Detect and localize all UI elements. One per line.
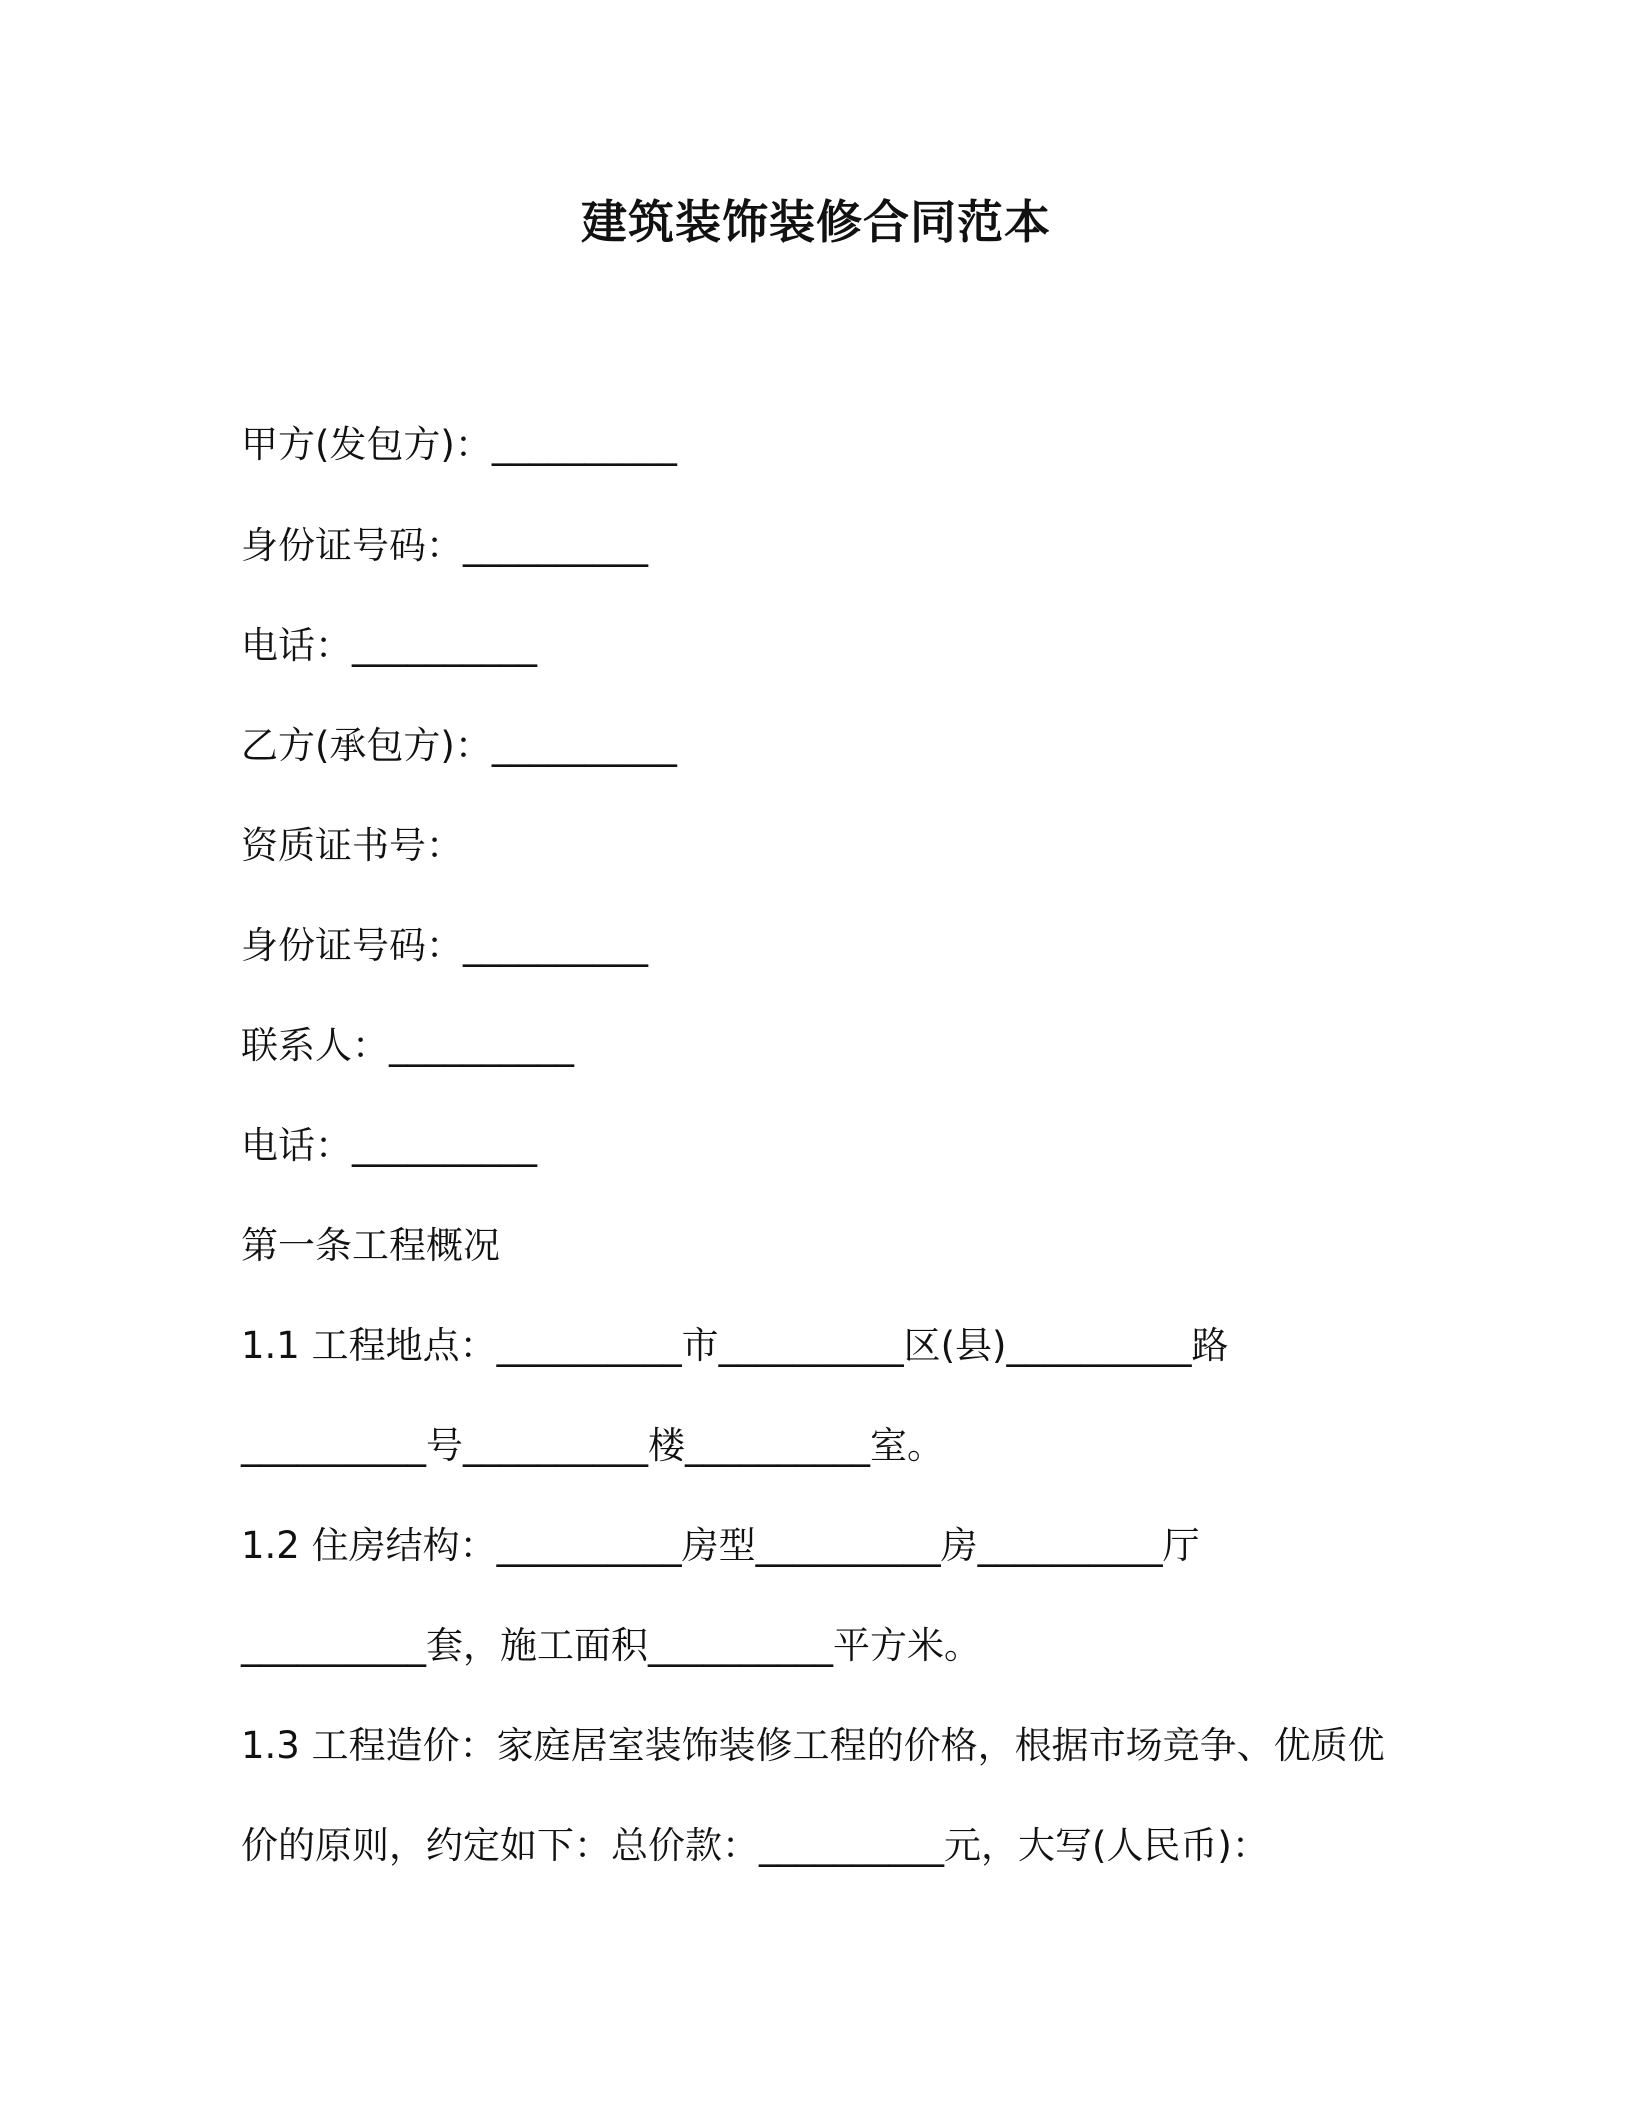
clause-1-1-line-1: 1.1 工程地点：__________市__________区(县)__________路 — [241, 1324, 1229, 1367]
party-a-phone-line: 电话：__________ — [241, 624, 537, 667]
party-b-phone-line: 电话：__________ — [241, 1124, 537, 1167]
party-b-contact-line: 联系人：__________ — [241, 1024, 574, 1067]
party-a-name-line: 甲方(发包方)：__________ — [241, 423, 677, 466]
clause-1-2-line-2: __________套，施工面积__________平方米。 — [241, 1624, 981, 1667]
party-b-qualification-line: 资质证书号： — [241, 824, 463, 867]
clause-1-3-line-1: 1.3 工程造价：家庭居室装饰装修工程的价格，根据市场竞争、优质优 — [241, 1724, 1385, 1767]
party-b-name-line: 乙方(承包方)：__________ — [241, 724, 677, 767]
party-b-id-line: 身份证号码：__________ — [241, 924, 648, 967]
party-a-id-line: 身份证号码：__________ — [241, 524, 648, 567]
document-title: 建筑装饰装修合同范本 — [581, 195, 1051, 249]
clause-1-2-line-1: 1.2 住房结构：__________房型__________房__________厅 — [241, 1524, 1200, 1567]
article-one-heading: 第一条工程概况 — [241, 1224, 500, 1267]
clause-1-1-line-2: __________号__________楼__________室。 — [241, 1424, 944, 1467]
clause-1-3-line-2: 价的原则，约定如下：总价款：__________元，大写(人民币)： — [241, 1824, 1269, 1867]
